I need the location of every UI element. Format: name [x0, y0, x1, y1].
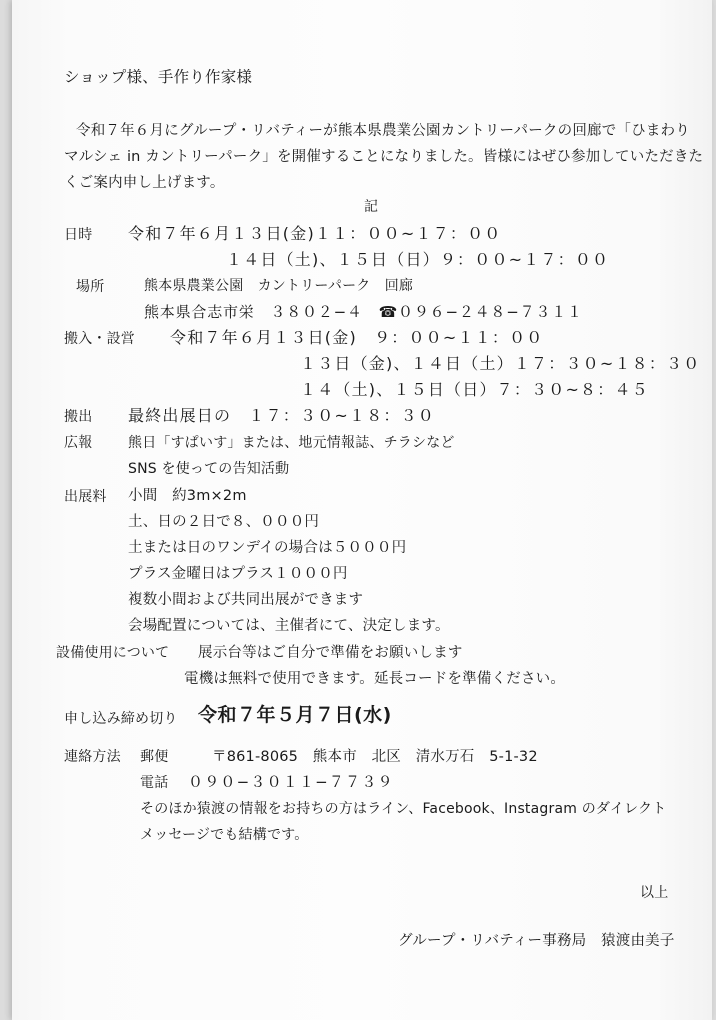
fee-label: 出展料	[64, 489, 107, 505]
publicity-line-1: 熊日「すぱいす」または、地元情報誌、チラシなど	[128, 435, 455, 451]
datetime-label: 日時	[64, 227, 93, 243]
teardown-line-1: 最終出展日の １７：３０~１８：３０	[128, 406, 436, 425]
venue-line-1: 熊本県農業公園 カントリーパーク 回廊	[144, 278, 414, 294]
equipment-label: 設備使用について	[56, 645, 170, 661]
deadline-label: 申し込み締め切り	[64, 711, 178, 727]
greeting: ショップ様、手作り作家様	[64, 68, 253, 86]
intro-line-2: マルシェ in カントリーパーク」を開催することになりました。皆様にはぜひ参加していただきた	[64, 149, 704, 165]
closing: 以上	[640, 885, 669, 901]
fee-line-2: 土、日の２日で８、０００円	[128, 514, 320, 530]
contact-mail-value: 〒861-8065 熊本市 北区 清水万石 5-1-32	[212, 749, 538, 765]
signature: グループ・リバティー事務局 猿渡由美子	[398, 933, 675, 949]
fee-line-1: 小間 約3m×2m	[128, 488, 247, 504]
deadline-value: 令和７年５月７日(水)	[198, 704, 392, 726]
fee-line-6: 会場配置については、主催者にて、決定します。	[128, 618, 450, 634]
fee-line-5: 複数小間および共同出展ができます	[128, 592, 364, 608]
intro-line-1: 令和７年６月にグループ・リバティーが熊本県農業公園カントリーパークの回廊で「ひまわり	[76, 123, 690, 139]
intro-line-3: くご案内申し上げます。	[64, 175, 225, 191]
contact-phone-value: ０９０−３０１１−７７３９	[188, 773, 394, 791]
contact-note-line-2: メッセージでも結構です。	[140, 827, 309, 843]
publicity-line-2: SNS を使っての告知活動	[128, 461, 290, 477]
setup-line-2: １３日（金)、１４日（土）１７：３０~１８：３０	[300, 354, 701, 373]
publicity-label: 広報	[64, 435, 93, 451]
teardown-label: 搬出	[64, 409, 93, 425]
datetime-line-1: 令和７年６月１３日(金)１１：００~１７：００	[128, 224, 502, 243]
venue-line-2: 熊本県合志市栄 ３８０２−４ ☎０９６−２４８−７３１１	[144, 303, 583, 321]
fee-line-4: プラス金曜日はプラス１０００円	[128, 566, 348, 582]
setup-line-3: １４（土)、１５日（日）７：３０~８：４５	[300, 380, 649, 399]
ki-heading: 記	[364, 199, 379, 215]
datetime-line-2: １４日（土)、１５日（日）９：００~１７：００	[226, 250, 610, 269]
contact-note-line-1: そのほか猿渡の情報をお持ちの方はライン、Facebook、Instagram のダイレクト	[140, 801, 667, 817]
venue-label: 場所	[76, 279, 105, 295]
equipment-line-1: 展示台等はご自分で準備をお願いします	[198, 645, 463, 661]
contact-mail-label: 郵便	[140, 749, 169, 765]
fee-line-3: 土または日のワンデイの場合は５０００円	[128, 540, 407, 556]
contact-label: 連絡方法	[64, 749, 121, 765]
contact-phone-label: 電話	[140, 775, 169, 791]
setup-label: 搬入・設営	[64, 331, 135, 347]
document-page	[12, 0, 712, 1020]
setup-line-1: 令和７年６月１３日(金) ９：００~１１：００	[170, 328, 544, 347]
equipment-line-2: 電機は無料で使用できます。延長コードを準備ください。	[184, 671, 566, 687]
